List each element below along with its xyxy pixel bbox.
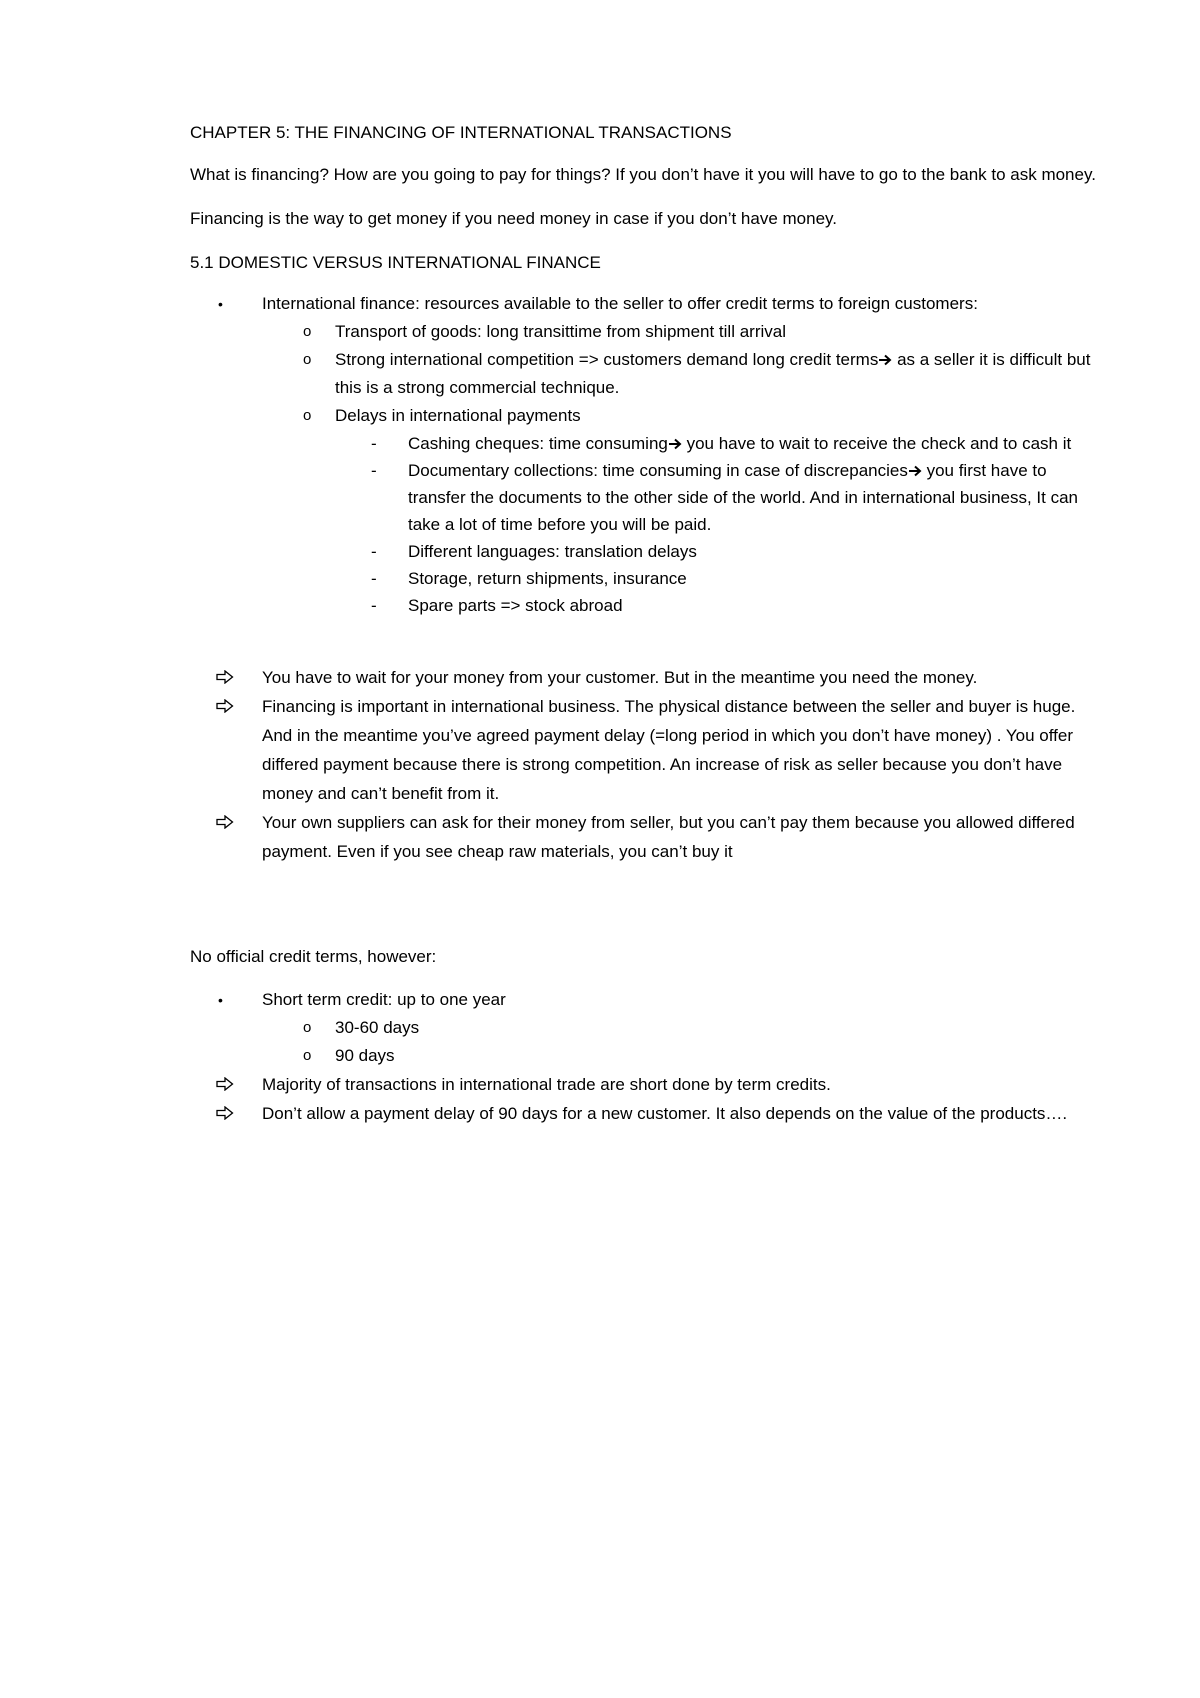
list-item xyxy=(190,1070,1100,1099)
list-item-text: 30-60 days xyxy=(335,1018,420,1037)
list-item-text: You have to wait for your money from your customer. But in the meantime you need the money. xyxy=(262,668,978,687)
list-item-text: Short term credit: up to one year xyxy=(262,990,506,1009)
right-arrow-icon xyxy=(908,465,922,477)
dash-marker: - xyxy=(371,461,377,480)
no-official-paragraph: No official credit terms, however: xyxy=(190,947,437,966)
hollow-right-arrow-icon xyxy=(216,1099,236,1128)
list-item xyxy=(190,692,1100,808)
spacer xyxy=(190,866,1100,942)
list-item-text: 90 days xyxy=(335,1046,395,1065)
circle-marker: o xyxy=(303,1019,312,1036)
list-item xyxy=(190,565,1100,592)
hollow-right-arrow-icon xyxy=(216,808,236,837)
list-item xyxy=(190,663,1100,692)
right-arrow-icon xyxy=(878,354,892,366)
list-item xyxy=(190,290,1100,318)
list-item-text: Your own suppliers can ask for their money from seller, but you can’t pay them because you allowed differed payment. Even if you see cheap raw materials, you can’t buy it xyxy=(262,813,1075,861)
list-item-text: Majority of transactions in international trade are short done by term credits. xyxy=(262,1075,831,1094)
list-item-text: you first have to transfer the documents to the other side of the world. And in international business, It can take a lot of time before you will be paid. xyxy=(408,461,1079,534)
list-item xyxy=(190,1042,1100,1070)
hollow-right-arrow-icon xyxy=(216,692,236,721)
document-page xyxy=(190,118,1100,1128)
list-item-text: Spare parts => stock abroad xyxy=(408,596,623,615)
chapter-title: CHAPTER 5: THE FINANCING OF INTERNATIONAL TRANSACTIONS xyxy=(190,123,732,142)
list-item xyxy=(190,538,1100,565)
list-item-text: Storage, return shipments, insurance xyxy=(408,569,687,588)
circle-marker: o xyxy=(303,1047,312,1064)
list-item-text: Documentary collections: time consuming in case of discrepancies xyxy=(408,461,908,480)
definition-paragraph: Financing is the way to get money if you need money in case if you don’t have money. xyxy=(190,209,837,228)
list-item xyxy=(190,430,1100,457)
list-item-text: you have to wait to receive the check and to cash it xyxy=(681,434,1072,453)
list-item-text: Don’t allow a payment delay of 90 days for a new customer. It also depends on the value of the products…. xyxy=(262,1104,1068,1123)
section-heading: 5.1 DOMESTIC VERSUS INTERNATIONAL FINANCE xyxy=(190,253,601,272)
hollow-right-arrow-icon xyxy=(216,663,236,692)
list-item-text: Transport of goods: long transittime from shipment till arrival xyxy=(335,322,786,341)
list-item-text: Different languages: translation delays xyxy=(408,542,697,561)
list-item xyxy=(190,986,1100,1014)
spacer xyxy=(190,619,1100,663)
list-item xyxy=(190,1099,1100,1128)
list-item-text: Delays in international payments xyxy=(335,406,581,425)
hollow-right-arrow-icon xyxy=(216,1070,236,1099)
bullet-marker: • xyxy=(218,992,223,1008)
list-item-text: Cashing cheques: time consuming xyxy=(408,434,668,453)
list-item xyxy=(190,457,1100,538)
intro-paragraph: What is financing? How are you going to pay for things? If you don’t have it you will have to go to the bank to ask money. xyxy=(190,165,1096,184)
circle-marker: o xyxy=(303,407,312,424)
list-item-text: Strong international competition => customers demand long credit terms xyxy=(335,350,879,369)
dash-marker: - xyxy=(371,542,377,561)
list-item xyxy=(190,346,1100,402)
dash-marker: - xyxy=(371,596,377,615)
bullet-marker: • xyxy=(218,296,223,312)
list-item-text: Financing is important in international business. The physical distance between the seller and buyer is huge. And in the meantime you’ve agreed payment delay (=long period in which you don’t have money) . You offer differed payment because there is strong competition. An increase of risk as seller because you don’t have money and can’t benefit from it. xyxy=(262,697,1076,803)
list-item xyxy=(190,808,1100,866)
list-item-text: International finance: resources available to the seller to offer credit terms to foreign customers: xyxy=(262,294,978,313)
dash-marker: - xyxy=(371,569,377,588)
list-item xyxy=(190,318,1100,346)
dash-marker: - xyxy=(371,434,377,453)
right-arrow-icon xyxy=(668,438,682,450)
circle-marker: o xyxy=(303,323,312,340)
list-item-text: as a seller it is difficult but this is a strong commercial technique. xyxy=(335,350,1091,397)
circle-marker: o xyxy=(303,351,312,368)
list-item xyxy=(190,592,1100,619)
list-item xyxy=(190,1014,1100,1042)
list-item xyxy=(190,402,1100,430)
